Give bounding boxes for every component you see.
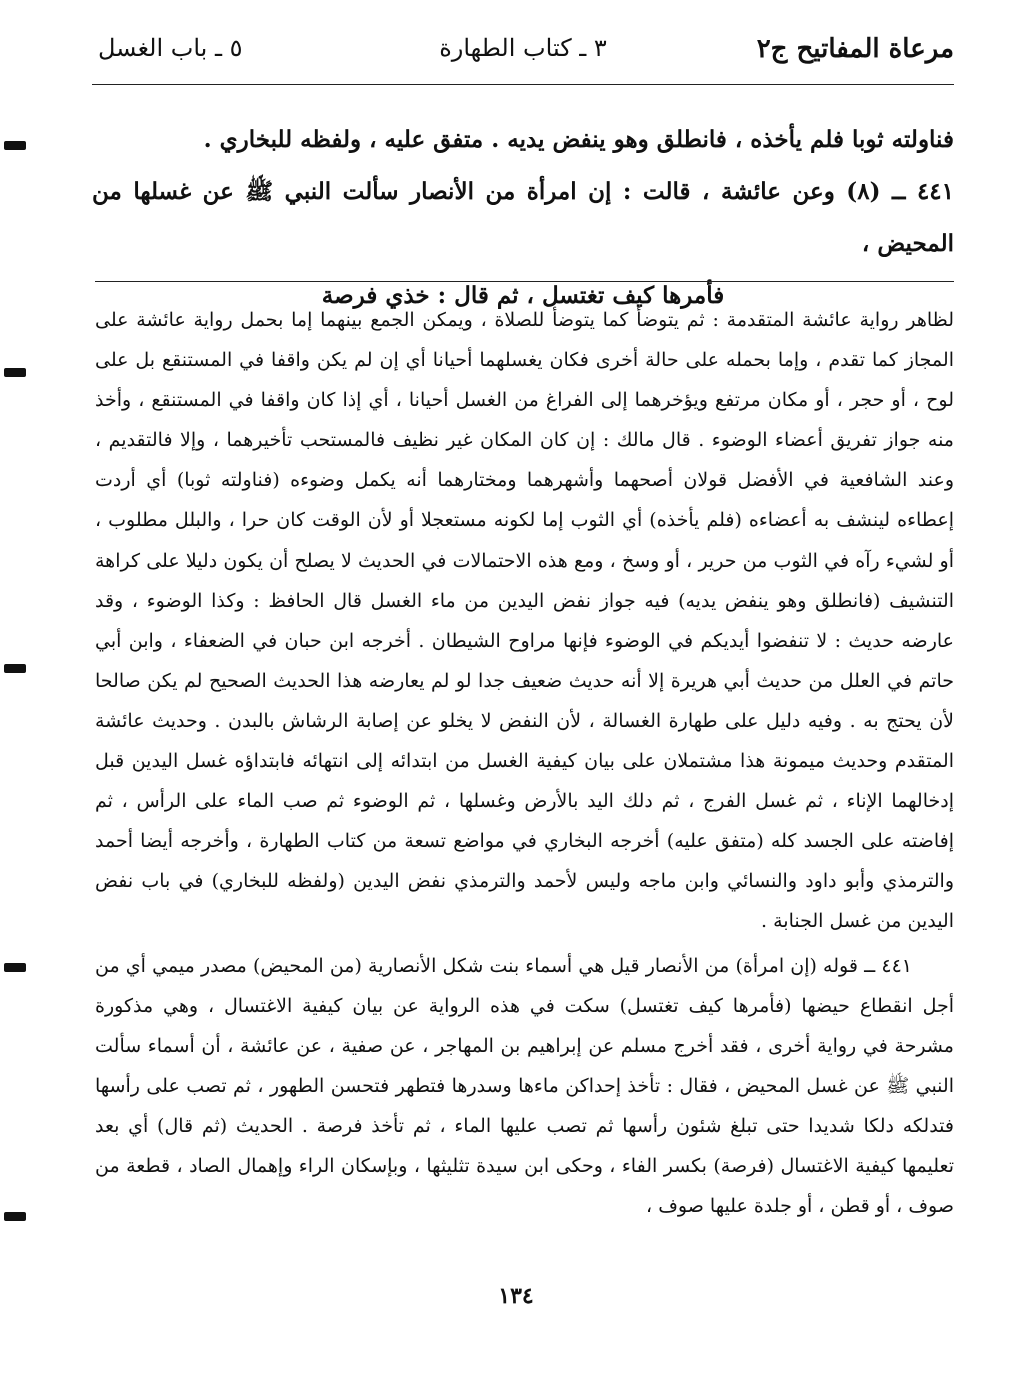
hadith-text	[92, 114, 954, 322]
book-title: مرعاة المفاتيح ج٢	[756, 34, 954, 64]
scan-margin-mark	[4, 963, 26, 972]
hadith-line: ٤٤١ ــ (٨) وعن عائشة ، قالت : إن امرأة من الأنصار سألت النبي ﷺ عن غسلها من المحيض ،	[92, 178, 955, 257]
commentary	[95, 300, 954, 1226]
chapter-title: ٣ ـ كتاب الطهارة	[439, 34, 607, 62]
hadith-line: فناولته ثوبا فلم يأخذه ، فانطلق وهو ينفض يديه . متفق عليه ، ولفظه للبخاري .	[203, 126, 954, 153]
commentary-paragraph: ٤٤١ ــ قوله (إن امرأة) من الأنصار قيل هي أسماء بنت شكل الأنصارية (من المحيض) مصدر ميمي أي من أجل انقطاع حيضها (فأمرها كيف تغتسل) سكت في هذه الرواية عن بيان كيفية الاغتسال ، وهي مذكورة مشرحة في رواية أخرى ، فقد أخرج مسلم عن إبراهيم بن المهاجر ، عن صفية ، عن عائشة ، أن أسماء سألت النبي ﷺ عن غسل المحيض ، فقال : تأخذ إحداكن ماءها وسدرها فتطهر فتحسن الطهور ، ثم تصب على رأسها فتدلكه دلكا شديدا حتى تبلغ شئون رأسها ثم تصب عليها الماء ، ثم تأخذ فرصة . الحديث (ثم قال) أي بعد تعليمها كيفية الاغتسال (فرصة) بكسر الفاء ، وحكى ابن سيدة تثليثها ، وبإسكان الراء وإهمال الصاد ، قطعة من صوف ، أو قطن ، أو جلدة عليها صوف ،	[95, 954, 954, 1218]
scan-margin-mark	[4, 141, 26, 150]
commentary-paragraph: لظاهر رواية عائشة المتقدمة : ثم يتوضأ كما يتوضأ للصلاة ، ويمكن الجمع بينهما إما بحمل رواية عائشة على المجاز كما تقدم ، وإما بحمله على حالة أخرى فكان يغسلهما أحيانا أي إن لم يكن واقفا في المستنقع بل على لوح ، أو حجر ، أو مكان مرتفع ويؤخرهما إلى الفراغ من الغسل أحيانا ، أي إذا كان واقفا في المستنقع ، وأخذ منه جواز تفريق أعضاء الوضوء . قال مالك : إن كان المكان غير نظيف فالمستحب تأخيرهما ، وإلا فالتقديم ، وعند الشافعية في الأفضل قولان أصحهما وأشهرهما ومختارهما أنه يكمل وضوءه (فناولته ثوبا) أي أردت إعطاءه لينشف به أعضاءه (فلم يأخذه) أي الثوب إما لكونه مستعجلا أو لأن الوقت كان حرا ، والبلل مطلوب ، أو لشيء رآه في الثوب من حرير ، أو وسخ ، ومع هذه الاحتمالات في الحديث لا يصلح أن يكون دليلا على كراهة التنشيف (فانطلق وهو ينفض يديه) فيه جواز نفض اليدين من ماء الغسل قال الحافظ : وكذا الوضوء ، وقد عارضه حديث : لا تنفضوا أيديكم في الوضوء فإنها مراوح الشيطان . أخرجه ابن حبان في الضعفاء ، وابن أبي حاتم في العلل من حديث أبي هريرة إلا أنه حديث ضعيف جدا لو لم يعارضه هذا الحديث الصحيح لم يكن صالحا لأن يحتج به . وفيه دليل على طهارة الغسالة ، لأن النفض لا يخلو عن إصابة الرشاش بالبدن . وحديث عائشة المتقدم وحديث ميمونة هذا مشتملان على بيان كيفية الغسل من ابتدائه إلى انتهائه فابتداؤه غسل اليدين قبل إدخالهما الإناء ، ثم غسل الفرج ، ثم دلك اليد بالأرض وغسلها ، ثم الوضوء ثم صب الماء على الرأس ، ثم إفاضته على الجسد كله (متفق عليه) أخرجه البخاري في مواضع تسعة من كتاب الطهارة ، وأخرجه أيضا أحمد والترمذي وأبو داود والنسائي وابن ماجه وليس لأحمد والترمذي نفض اليدين (ولفظه للبخاري) في باب نفض اليدين من غسل الجنابة .	[95, 309, 954, 933]
text-divider	[95, 281, 954, 282]
scan-margin-mark	[4, 664, 26, 673]
section-title: ٥ ـ باب الغسل	[98, 34, 243, 62]
hadith-line: فأمرها كيف تغتسل ، ثم قال : خذي فرصة	[321, 282, 725, 309]
page-number: ١٣٤	[498, 1283, 534, 1309]
scan-margin-mark	[4, 1212, 26, 1221]
running-header	[92, 34, 954, 76]
scan-margin-mark	[4, 368, 26, 377]
header-divider	[92, 84, 954, 85]
